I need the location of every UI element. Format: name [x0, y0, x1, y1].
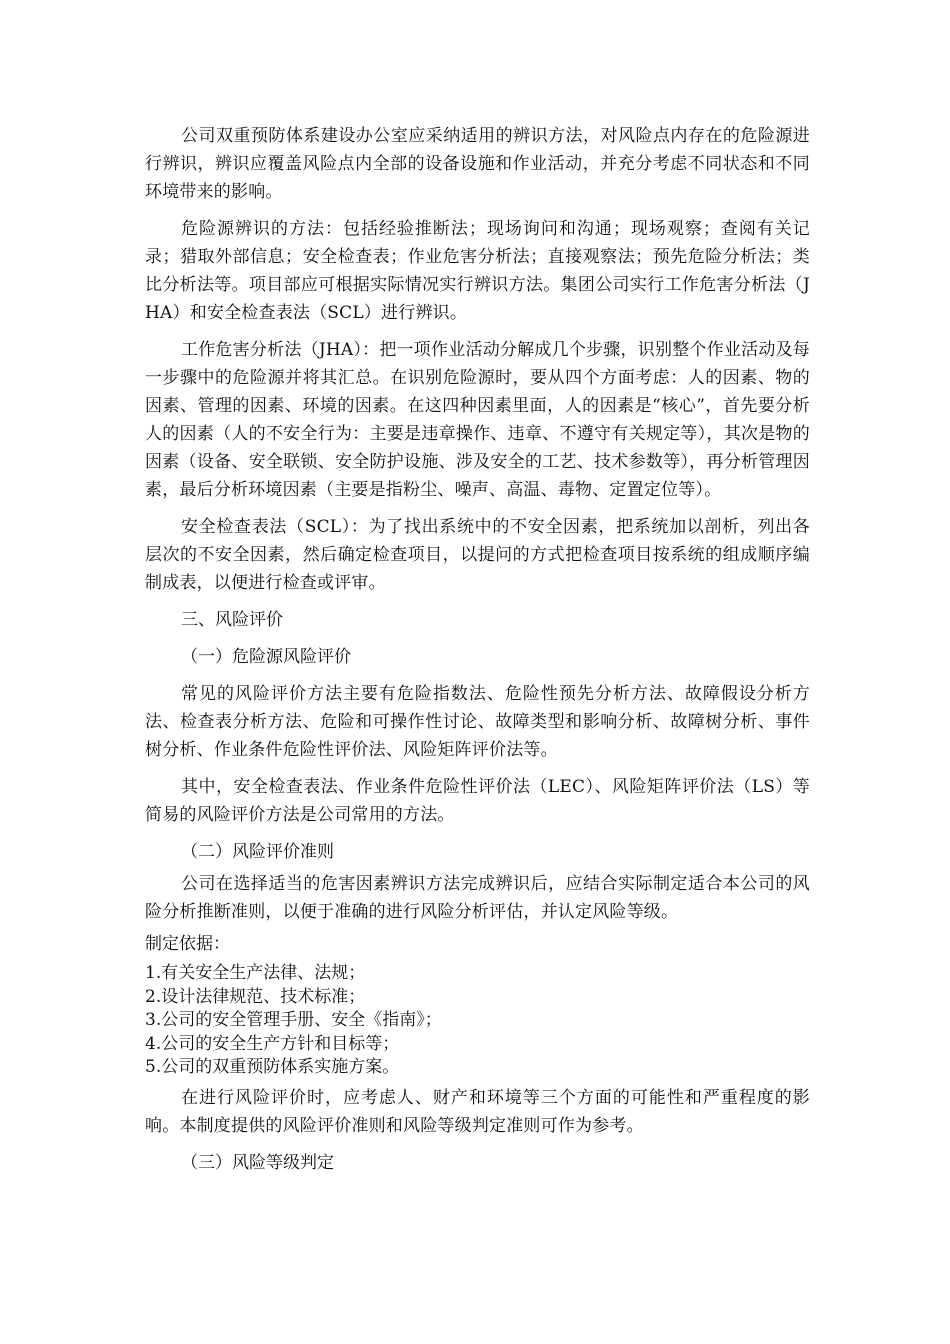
- basis-list: [145, 962, 810, 1080]
- paragraph-company-methods: 其中，安全检查表法、作业条件危险性评价法（LEC）、风险矩阵评价法（LS）等简易的风险评价方法是公司常用的方法。: [145, 777, 810, 825]
- section-heading-risk-evaluation: 三、风险评价: [181, 610, 283, 630]
- list-item: 3.公司的安全管理手册、安全《指南》；: [145, 1010, 442, 1030]
- paragraph-common-methods: 常见的风险评价方法主要有危险指数法、危险性预先分析方法、故障假设分析方法、检查表分析方法、危险和可操作性讨论、故障类型和影响分析、故障树分析、事件树分析、作业条件危险性评价法、风险矩阵评价法等。: [145, 684, 810, 760]
- paragraph-evaluation-considerations: 在进行风险评价时，应考虑人、财产和环境等三个方面的可能性和严重程度的影响。本制度提供的风险评价准则和风险等级判定准则可作为参考。: [145, 1087, 810, 1136]
- list-item: 5.公司的双重预防体系实施方案。: [145, 1057, 400, 1077]
- paragraph-scl: 安全检查表法（SCL）：为了找出系统中的不安全因素，把系统加以剖析，列出各层次的不安全因素，然后确定检查项目，以提问的方式把检查项目按系统的组成顺序编制成表，以便进行检查或评审。: [145, 517, 810, 593]
- list-item: 4.公司的安全生产方针和目标等；: [145, 1033, 400, 1054]
- paragraph-identification-scope: 公司双重预防体系建设办公室应采纳适用的辨识方法，对风险点内存在的危险源进行辨识，辨识应覆盖风险点内全部的设备设施和作业活动，并充分考虑不同状态和不同环境带来的影响。: [145, 126, 810, 202]
- document-page: [145, 122, 810, 1186]
- subsection-heading-evaluation-criteria: （二）风险评价准则: [181, 842, 334, 862]
- paragraph-jha: 工作危害分析法（JHA）：把一项作业活动分解成几个步骤，识别整个作业活动及每一步骤中的危险源并将其汇总。在识别危险源时，要从四个方面考虑：人的因素、物的因素、管理的因素、环境的因素。在这四种因素里面，人的因素是“核心”，首先要分析人的因素（人的不安全行为：主要是违章操作、违章、不遵守有关规定等），其次是物的因素（设备、安全联锁、安全防护设施、涉及安全的工艺、技术参数等），再分析管理因素，最后分析环境因素（主要是指粉尘、噪声、高温、毒物、定置定位等）。: [145, 340, 810, 500]
- list-item: 1.有关安全生产法律、法规；: [145, 963, 366, 983]
- subsection-heading-risk-level: （三）风险等级判定: [181, 1152, 334, 1173]
- paragraph-basis-label: 制定依据：: [145, 934, 230, 954]
- subsection-heading-hazard-risk-evaluation: （一）危险源风险评价: [181, 647, 351, 667]
- paragraph-identification-methods: 危险源辨识的方法：包括经验推断法；现场询问和沟通；现场观察；查阅有关记录；猎取外部信息；安全检查表；作业危害分析法；直接观察法；预先危险分析法；类比分析法等。项目部应可根据实际情况实行辨识方法。集团公司实行工作危害分析法（JHA）和安全检查表法（SCL）进行辨识。: [145, 219, 810, 323]
- list-item: 2.设计法律规范、技术标准；: [145, 986, 366, 1007]
- paragraph-criteria-intro: 公司在选择适当的危害因素辨识方法完成辨识后，应结合实际制定适合本公司的风险分析推断准则，以便于准确的进行风险分析评估，并认定风险等级。: [145, 874, 810, 922]
